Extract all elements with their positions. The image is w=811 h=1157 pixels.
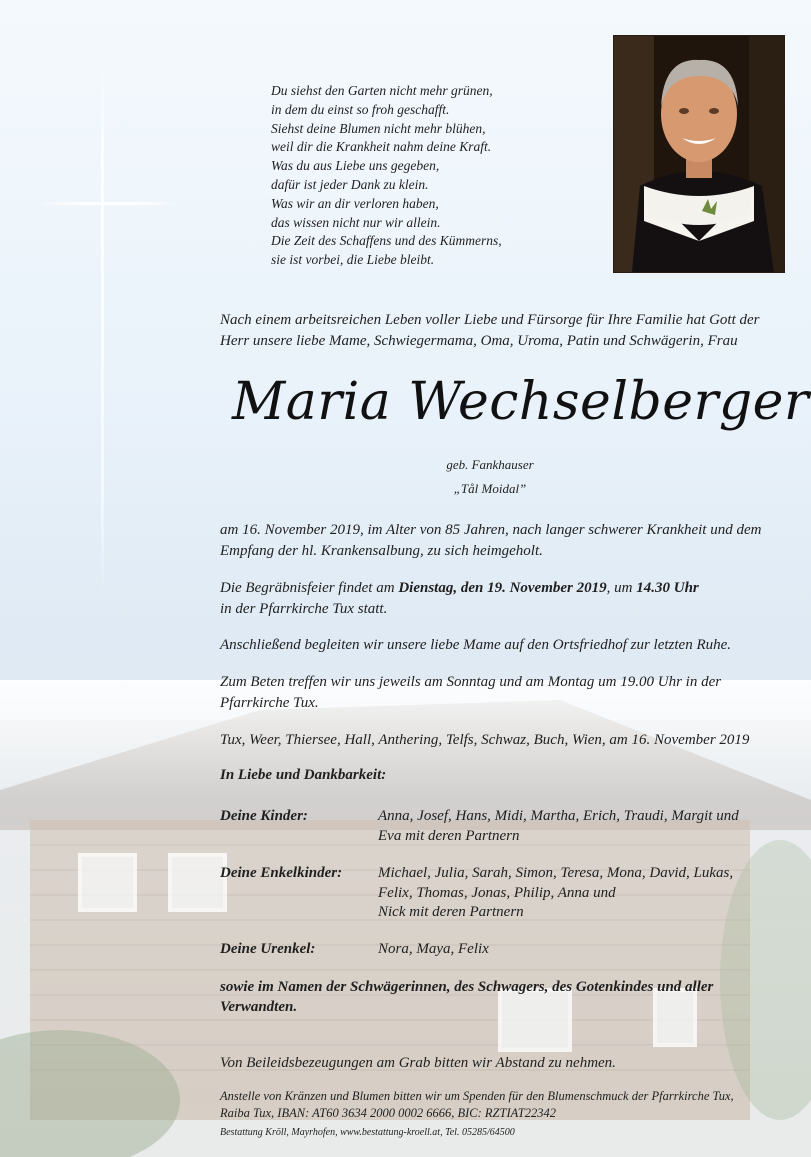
poem-line: Was du aus Liebe uns gegeben, bbox=[271, 158, 440, 174]
poem-line: Siehst deine Blumen nicht mehr blühen, bbox=[271, 120, 486, 136]
family-names-line: Eva mit deren Partnern bbox=[378, 827, 520, 844]
funeral-separator: , um bbox=[606, 580, 637, 596]
family-label-grandchildren: Deine Enkelkinder: bbox=[220, 865, 343, 881]
burial-line: Anschließend begleiten wir unsere liebe Mame auf den Ortsfriedhof zur letzten Ruhe. bbox=[220, 637, 732, 653]
funeral-line bbox=[220, 578, 790, 599]
poem-line: das wissen nicht nur wir allein. bbox=[271, 214, 441, 230]
death-notice-line: Empfang der hl. Krankensalbung, zu sich heimgeholt. bbox=[220, 542, 543, 559]
poem-line: in dem du einst so froh geschafft. bbox=[271, 101, 450, 117]
poem-line: dafür ist jeder Dank zu klein. bbox=[271, 176, 429, 192]
family-label-great-grandchildren: Deine Urenkel: bbox=[220, 941, 316, 957]
family-names-line: Nora, Maya, Felix bbox=[378, 941, 489, 957]
donation-line: Anstelle von Kränzen und Blumen bitten wir um Spenden für den Blumenschmuck der Pfarrkirche Tux, bbox=[220, 1089, 734, 1103]
family-names-grandchildren bbox=[378, 864, 733, 923]
poem-line: Was wir an dir verloren haben, bbox=[271, 195, 439, 211]
funeral-date: Dienstag, den 19. November 2019 bbox=[398, 580, 607, 596]
funeral-location: in der Pfarrkirche Tux statt. bbox=[220, 600, 388, 617]
places-date-line: Tux, Weer, Thiersee, Hall, Anthering, Telfs, Schwaz, Buch, Wien, am 16. November 2019 bbox=[220, 732, 750, 748]
family-names-line: Anna, Josef, Hans, Midi, Martha, Erich, Traudi, Margit und bbox=[378, 808, 739, 824]
poem-line: Du siehst den Garten nicht mehr grünen, bbox=[271, 83, 493, 98]
poem-line: Die Zeit des Schaffens und des Kümmerns, bbox=[271, 233, 502, 249]
family-label-children: Deine Kinder: bbox=[220, 808, 308, 824]
poem-line: sie ist vorbei, die Liebe bleibt. bbox=[271, 252, 435, 268]
nickname: „Tål Moidal” bbox=[453, 481, 527, 496]
relatives-text bbox=[220, 978, 713, 1017]
funeral-time: 14.30 Uhr bbox=[636, 580, 699, 596]
condolence-line: Von Beileidsbezeugungen am Grab bitten wir Abstand zu nehmen. bbox=[220, 1055, 616, 1071]
death-notice bbox=[220, 520, 790, 561]
deceased-name: Maria Wechselberger bbox=[232, 372, 810, 432]
burial-info bbox=[220, 635, 790, 656]
cross-vertical-beam bbox=[101, 55, 104, 600]
family-names-line: Michael, Julia, Sarah, Simon, Teresa, Mona, David, Lukas, bbox=[378, 865, 734, 881]
intro-line: Nach einem arbeitsreichen Leben voller Liebe und Fürsorge für Ihre Familie hat Gott der bbox=[220, 312, 760, 328]
family-names-line: Felix, Thomas, Jonas, Philip, Anna und bbox=[378, 884, 616, 901]
donation-line: Raiba Tux, IBAN: AT60 3634 2000 0002 6666, BIC: RZTIAT22342 bbox=[220, 1106, 556, 1120]
condolence-request bbox=[220, 1053, 790, 1074]
funeral-info bbox=[220, 578, 790, 619]
gratitude-heading: In Liebe und Dankbarkeit: bbox=[220, 767, 387, 783]
places-and-date bbox=[220, 730, 790, 751]
prayer-info bbox=[220, 672, 790, 713]
funeral-home-footer: Bestattung Kröll, Mayrhofen, www.bestattung-kroell.at, Tel. 05285/64500 bbox=[220, 1127, 515, 1138]
family-names-children bbox=[378, 807, 739, 846]
relatives-line: Verwandten. bbox=[220, 998, 298, 1015]
family-names-great-grandchildren bbox=[378, 940, 489, 960]
family-names-line: Nick mit deren Partnern bbox=[378, 904, 524, 920]
relatives-line: sowie im Namen der Schwägerinnen, des Schwagers, des Gotenkindes und aller bbox=[220, 979, 714, 995]
prayer-line: Pfarrkirche Tux. bbox=[220, 694, 319, 711]
intro-line: Herr unsere liebe Mame, Schwiegermama, Oma, Uroma, Patin und Schwägerin, Frau bbox=[220, 333, 738, 349]
poem bbox=[271, 82, 502, 270]
prayer-line: Zum Beten treffen wir uns jeweils am Sonntag und am Montag um 19.00 Uhr in der bbox=[220, 674, 722, 690]
poem-line: weil dir die Krankheit nahm deine Kraft. bbox=[271, 139, 492, 155]
portrait-photo bbox=[614, 36, 784, 272]
donation-note bbox=[220, 1088, 734, 1122]
birth-name: geb. Fankhauser bbox=[446, 457, 534, 472]
cross-horizontal-beam bbox=[36, 202, 182, 205]
death-notice-line: am 16. November 2019, im Alter von 85 Jahren, nach langer schwerer Krankheit und dem bbox=[220, 522, 762, 538]
funeral-intro: Die Begräbnisfeier findet am bbox=[220, 580, 399, 596]
intro-text bbox=[220, 310, 790, 352]
